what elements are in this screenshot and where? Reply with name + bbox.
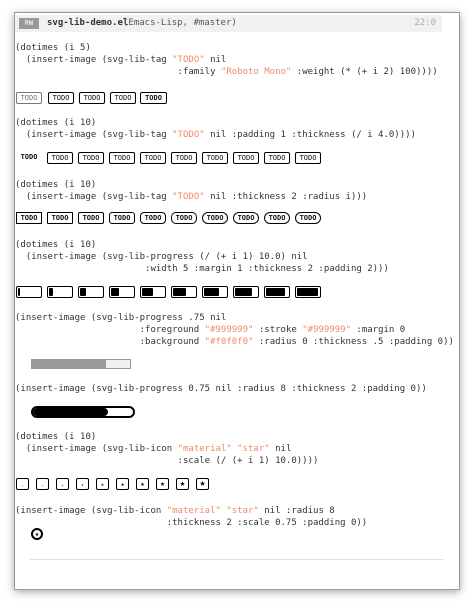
code-text: (insert-image (svg-lib-tag: [15, 192, 173, 202]
code-line: [15, 443, 318, 455]
star-icon-row: [16, 478, 236, 492]
tag-row-radius: [16, 212, 346, 226]
code-text: (insert-image (svg-lib-icon: [15, 506, 167, 516]
tag-row-weights: [16, 92, 216, 106]
string-literal: "TODO": [172, 192, 205, 202]
header-line: [15, 15, 442, 32]
cursor-position: 22:0: [414, 18, 436, 28]
string-literal: "#999999": [204, 325, 254, 335]
code-text: (insert-image (svg-lib-icon: [15, 444, 178, 454]
code-text: nil :thickness 2 :radius i))): [204, 192, 368, 202]
todo-tag: TODO: [48, 92, 74, 104]
tag-row-thickness: [16, 152, 346, 166]
code-line: [15, 263, 389, 275]
todo-tag: TODO: [47, 152, 73, 164]
code-text: (dotimes (i 10): [15, 432, 97, 442]
progress-fill: [204, 288, 219, 296]
code-line: [15, 455, 318, 467]
code-line: [15, 129, 416, 141]
code-text: :radius 0 :thickness .5 :padding 0)): [253, 337, 454, 347]
code-text: :foreground: [15, 325, 205, 335]
star-icon: [156, 478, 169, 490]
code-block-tag-weights[interactable]: [15, 42, 438, 78]
progress-fill: [111, 288, 119, 296]
code-text: :background: [15, 337, 205, 347]
star-glyph: ★: [100, 482, 104, 488]
code-text: (dotimes (i 5): [15, 43, 91, 53]
round-progress-bar: [31, 406, 135, 418]
gray-progress-fill: [32, 360, 106, 368]
star-glyph: ★: [81, 482, 84, 487]
progress-bar: [295, 286, 321, 298]
code-line: [15, 251, 389, 263]
star-glyph: ★: [199, 478, 206, 489]
progress-fill: [80, 288, 86, 296]
code-text: (dotimes (i 10): [15, 240, 97, 250]
gray-progress-bar: [31, 359, 131, 369]
code-text: nil: [204, 55, 227, 65]
star-icon: [16, 478, 29, 490]
code-block-tag-radius[interactable]: [15, 179, 367, 203]
code-line: [15, 66, 438, 78]
progress-bar: [16, 286, 42, 298]
todo-tag: TODO: [233, 212, 259, 224]
star-icon: [76, 478, 89, 490]
code-text: (insert-image (svg-lib-tag: [15, 55, 173, 65]
progress-bar: [264, 286, 290, 298]
progress-bar: [233, 286, 259, 298]
buffer-end-rule: [30, 559, 443, 560]
progress-fill: [235, 288, 252, 296]
code-block-gray-progress[interactable]: [15, 312, 454, 348]
progress-bar: [171, 286, 197, 298]
star-glyph: ★: [140, 480, 145, 488]
progress-fill: [18, 288, 20, 296]
code-line: [15, 42, 438, 54]
code-text: (insert-image (svg-lib-progress (/ (+ i 1) 10.0) nil: [15, 252, 308, 262]
code-text: :thickness 2 :scale 0.75 :padding 0)): [15, 518, 368, 528]
progress-fill: [142, 288, 153, 296]
string-literal: "#f0f0f0": [204, 337, 254, 347]
progress-bar: [202, 286, 228, 298]
code-line: [15, 117, 416, 129]
star-icon: [136, 478, 149, 490]
star-icon: [196, 478, 209, 490]
star-glyph: ★: [61, 483, 64, 487]
code-line: [15, 191, 367, 203]
todo-tag: TODO: [78, 152, 104, 164]
code-text: :weight (* (+ i 2) 100)))): [291, 67, 438, 77]
code-line: [15, 54, 438, 66]
star-glyph: ★: [120, 481, 125, 488]
todo-tag: TODO: [109, 152, 135, 164]
todo-tag: TODO: [16, 92, 42, 104]
todo-tag: TODO: [140, 92, 167, 104]
code-text: (insert-image (svg-lib-progress 0.75 nil :radius 8 :thickness 2 :padding 0)): [15, 384, 427, 394]
code-text: nil :padding 1 :thickness (/ i 4.0)))): [204, 130, 416, 140]
todo-tag: TODO: [78, 212, 104, 224]
code-text: nil :radius 8: [258, 506, 335, 516]
star-icon: [56, 478, 69, 490]
string-literal: "material": [177, 444, 232, 454]
progress-bar: [140, 286, 166, 298]
todo-tag: TODO: [264, 212, 290, 224]
code-block-round-progress[interactable]: [15, 383, 427, 395]
code-block-star-icons[interactable]: [15, 431, 318, 467]
code-text: (insert-image (svg-lib-progress .75 nil: [15, 313, 227, 323]
progress-row: [16, 286, 336, 300]
star-icon: [36, 478, 49, 490]
todo-tag: TODO: [109, 212, 135, 224]
progress-fill: [173, 288, 186, 296]
string-literal: "star": [226, 506, 259, 516]
code-text: :stroke: [253, 325, 303, 335]
todo-tag: TODO: [171, 152, 197, 164]
code-line: [15, 517, 367, 529]
string-literal: "Roboto Mono": [220, 67, 292, 77]
round-progress-fill: [33, 408, 108, 416]
round-star-icon: ★: [31, 528, 43, 540]
todo-tag: TODO: [140, 212, 166, 224]
todo-tag: TODO: [202, 152, 228, 164]
todo-tag: TODO: [140, 152, 166, 164]
star-icon: [116, 478, 129, 490]
code-line: [15, 431, 318, 443]
code-block-progress-bars[interactable]: [15, 239, 389, 275]
progress-bar: [47, 286, 73, 298]
star-glyph: ★: [21, 485, 24, 487]
todo-tag: TODO: [233, 152, 259, 164]
string-literal: "material": [166, 506, 221, 516]
progress-fill: [266, 288, 285, 296]
star-icon: [176, 478, 189, 490]
code-text: (dotimes (i 10): [15, 180, 97, 190]
progress-bar: [109, 286, 135, 298]
progress-fill: [49, 288, 53, 296]
progress-bar: [78, 286, 104, 298]
code-line: [15, 324, 454, 336]
code-text: :margin 0: [351, 325, 406, 335]
code-block-tag-thickness[interactable]: [15, 117, 416, 141]
todo-tag: TODO: [171, 212, 197, 224]
code-line: [15, 505, 367, 517]
code-text: (dotimes (i 10): [15, 118, 97, 128]
code-text: :width 5 :margin 1 :thickness 2 :padding 2))): [15, 264, 389, 274]
star-glyph: ★: [41, 485, 44, 487]
star-icon: [96, 478, 109, 490]
code-text: :scale (/ (+ i 1) 10.0)))): [15, 456, 319, 466]
todo-tag: TODO: [295, 212, 321, 224]
code-block-round-star-icon[interactable]: [15, 505, 367, 529]
read-write-status-badge[interactable]: RW: [19, 18, 39, 29]
major-mode-label: (Emacs-Lisp, #master): [123, 18, 237, 28]
progress-fill: [297, 288, 318, 296]
todo-tag: TODO: [47, 212, 73, 224]
code-text: (insert-image (svg-lib-tag: [15, 130, 173, 140]
star-glyph: ★: [179, 479, 186, 489]
code-text: nil: [269, 444, 292, 454]
code-text: :family: [15, 67, 221, 77]
string-literal: "star": [237, 444, 270, 454]
todo-tag: TODO: [20, 153, 38, 161]
code-line: [15, 312, 454, 324]
string-literal: "#999999": [302, 325, 351, 335]
code-line: [15, 336, 454, 348]
todo-tag: TODO: [110, 92, 136, 104]
string-literal: "TODO": [172, 55, 205, 65]
string-literal: "TODO": [172, 130, 205, 140]
star-glyph: ★: [160, 479, 165, 488]
todo-tag: TODO: [16, 212, 42, 224]
code-line: [15, 239, 389, 251]
code-line: [15, 179, 367, 191]
code-line: [15, 383, 427, 395]
buffer-filename: svg-lib-demo.el: [47, 18, 129, 28]
todo-tag: TODO: [202, 212, 228, 224]
todo-tag: TODO: [264, 152, 290, 164]
todo-tag: TODO: [295, 152, 321, 164]
todo-tag: TODO: [79, 92, 105, 104]
